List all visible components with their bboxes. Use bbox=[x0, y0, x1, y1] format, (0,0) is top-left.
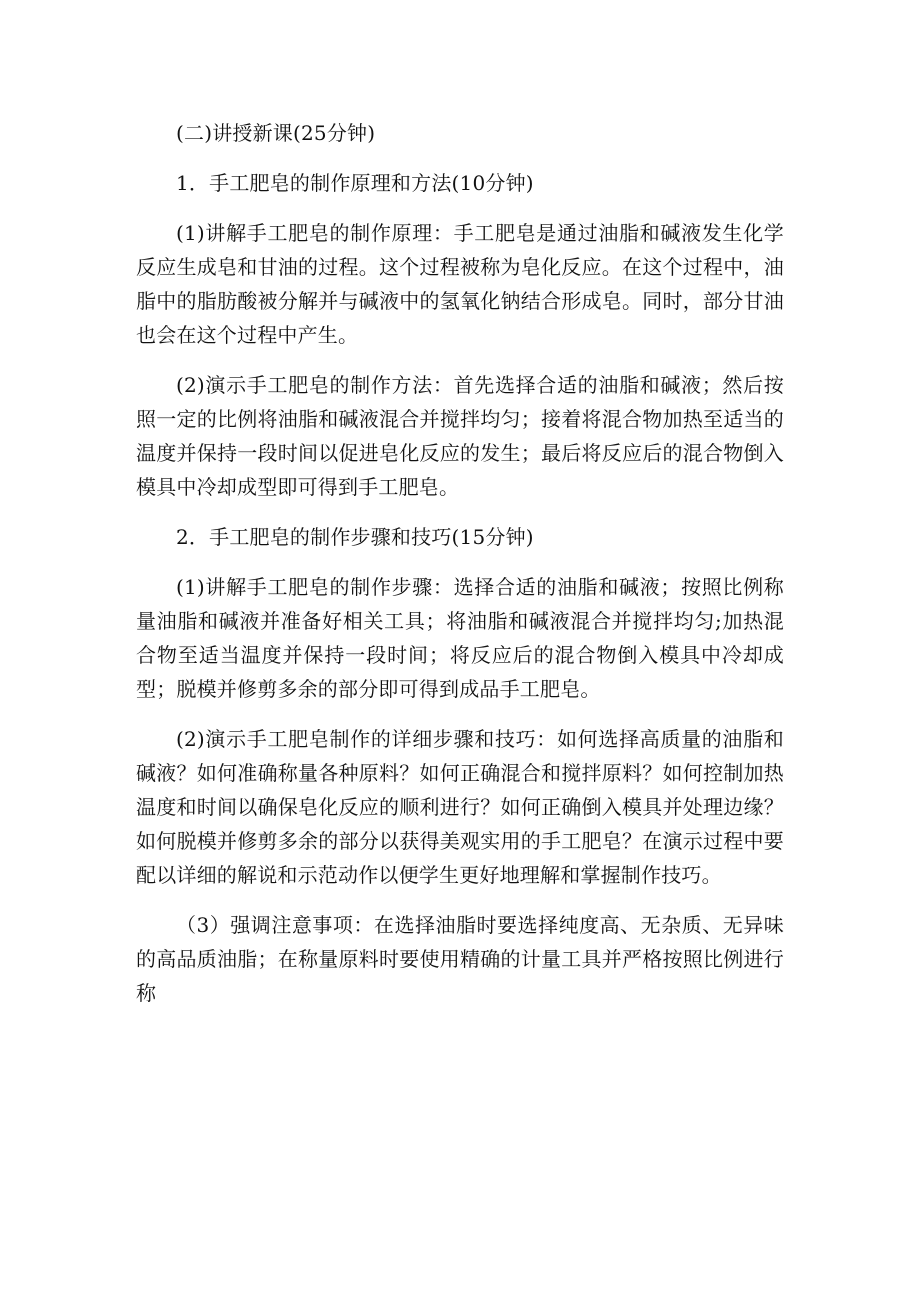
subsection-1-paragraph-2: (2)演示手工肥皂的制作方法：首先选择合适的油脂和碱液；然后按照一定的比例将油脂和碱液混合并搅拌均匀；接着将混合物加热至适当的温度并保持一段时间以促进皂化反应的发生；最后将反应后的混合物倒入模具中冷却成型即可得到手工肥皂。 bbox=[136, 373, 784, 499]
subsection-1-paragraph-1: (1)讲解手工肥皂的制作原理：手工肥皂是通过油脂和碱液发生化学反应生成皂和甘油的过程。这个过程被称为皂化反应。在这个过程中，油脂中的脂肪酸被分解并与碱液中的氢氧化钠结合形成皂。同时，部分甘油也会在这个过程中产生。 bbox=[136, 221, 784, 347]
subsection-2-paragraph-2: (2)演示手工肥皂制作的详细步骤和技巧：如何选择高质量的油脂和碱液？如何准确称量各种原料？如何正确混合和搅拌原料？如何控制加热温度和时间以确保皂化反应的顺利进行？如何正确倒入模具并处理边缘？如何脱模并修剪多余的部分以获得美观实用的手工肥皂？在演示过程中要配以详细的解说和示范动作以便学生更好地理解和掌握制作技巧。 bbox=[136, 727, 784, 887]
subsection-2-paragraph-3: （3）强调注意事项：在选择油脂时要选择纯度高、无杂质、无异味的高品质油脂；在称量原料时要使用精确的计量工具并严格按照比例进行称 bbox=[136, 913, 784, 1005]
section-heading: (二)讲授新课(25分钟) bbox=[176, 121, 376, 145]
subsection-2-paragraph-1: (1)讲解手工肥皂的制作步骤：选择合适的油脂和碱液；按照比例称量油脂和碱液并准备好相关工具；将油脂和碱液混合并搅拌均匀;加热混合物至适当温度并保持一段时间；将反应后的混合物倒入模具中冷却成型；脱模并修剪多余的部分即可得到成品手工肥皂。 bbox=[136, 575, 784, 701]
subsection-1-heading: 1．手工肥皂的制作原理和方法(10分钟) bbox=[176, 171, 534, 195]
subsection-2-heading: 2．手工肥皂的制作步骤和技巧(15分钟) bbox=[176, 525, 534, 549]
document-page bbox=[136, 116, 784, 1010]
